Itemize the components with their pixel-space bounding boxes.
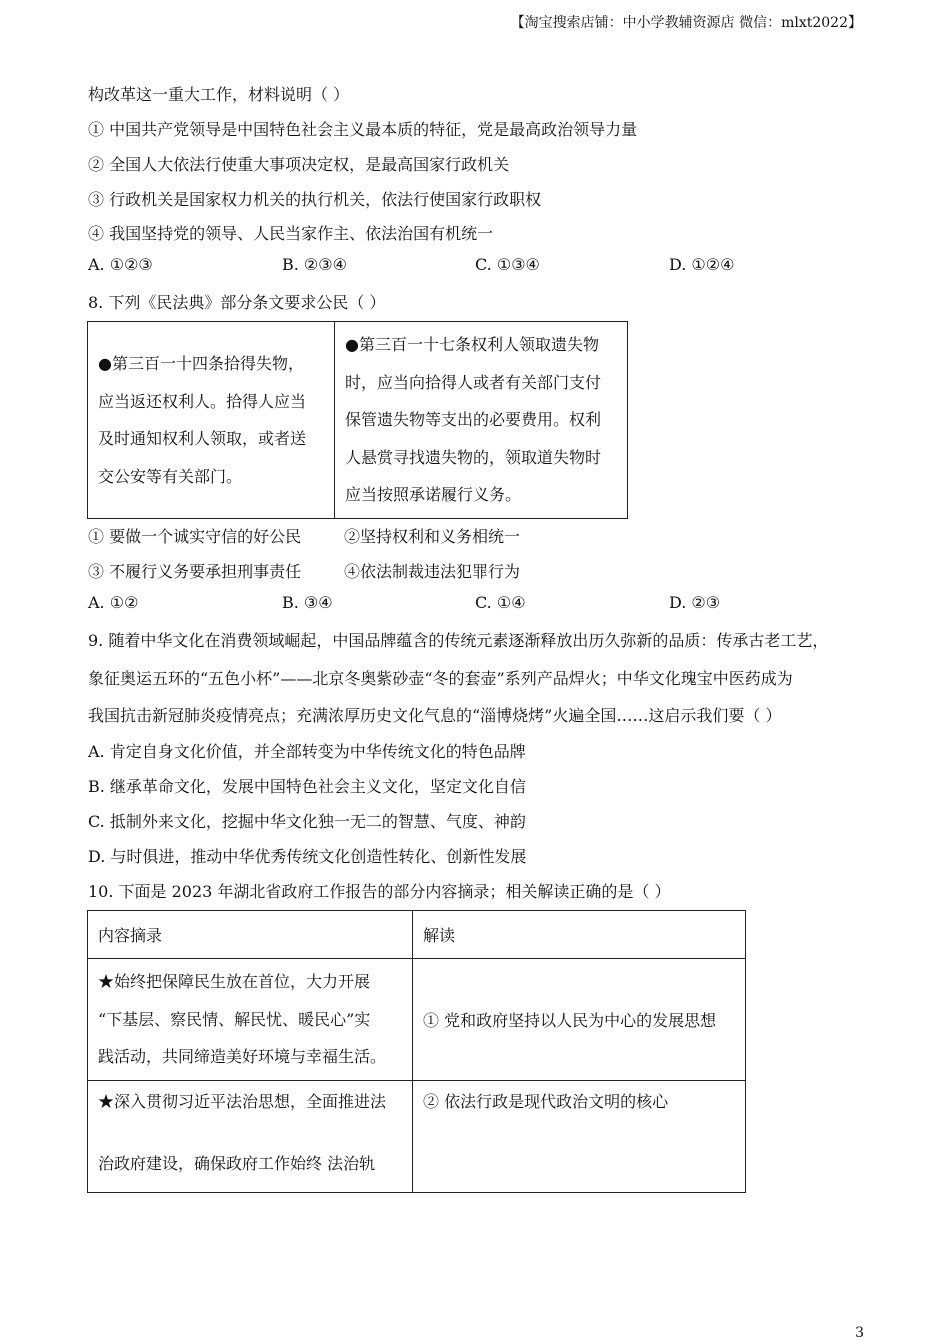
q7-option-d[interactable]: D. ①②④	[669, 255, 735, 274]
q8-option-c[interactable]: C. ①④	[475, 593, 526, 612]
q8-option-d[interactable]: D. ②③	[669, 593, 721, 612]
q10-row2-line: ★深入贯彻习近平法治思想，全面推进法	[98, 1092, 387, 1111]
q8-item-1: ① 要做一个诚实守信的好公民	[88, 527, 302, 546]
q10-row1-excerpt	[88, 959, 413, 1081]
q9-stem-line-2: 象征奥运五环的“五色小杯”——北京冬奥紫砂壶“冬的套壶”系列产品焊火；中华文化瑰宝中医药成为	[88, 669, 793, 688]
q10-row2-interpretation: ② 依法行政是现代政治文明的核心	[413, 1081, 746, 1193]
q8-left-line: 及时通知权利人领取，或者送	[98, 429, 307, 448]
q7-option-a[interactable]: A. ①②③	[88, 255, 153, 274]
q9-option-b[interactable]: B. 继承革命文化，发展中国特色社会主义文化，坚定文化自信	[88, 777, 526, 796]
q10-stem: 10. 下面是 2023 年湖北省政府工作报告的部分内容摘录；相关解读正确的是（ ）	[88, 882, 671, 901]
q10-row1-line: ★始终把保障民生放在首位，大力开展	[98, 972, 371, 992]
q8-option-b[interactable]: B. ③④	[282, 593, 333, 612]
page-header: 【淘宝搜索店铺：中小学教辅资源店 微信：mlxt2022】	[510, 15, 862, 31]
q8-left-line: 交公安等有关部门。	[98, 466, 243, 486]
q8-left-line: 应当返还权利人。拾得人应当	[98, 391, 307, 411]
q8-options	[88, 593, 868, 617]
q7-options	[88, 255, 868, 279]
q7-item-1: ① 中国共产党领导是中国特色社会主义最本质的特征，党是最高政治领导力量	[88, 120, 638, 139]
q9-stem-line-1: 9. 随着中华文化在消费领域崛起，中国品牌蕴含的传统元素逐渐释放出历久弥新的品质：传承古老工艺，	[88, 631, 829, 650]
q8-item-4: ④依法制裁违法犯罪行为	[344, 562, 521, 581]
q9-option-d[interactable]: D. 与时俱进，推动中华优秀传统文化创造性转化、创新性发展	[88, 847, 527, 866]
q8-left-line: ●第三百一十四条拾得失物，	[98, 354, 304, 373]
q9-stem-line-3: 我国抗击新冠肺炎疫情亮点；充满浓厚历史文化气息的“淄博烧烤”火遍全国……这启示我们要（ ）	[88, 706, 782, 725]
q10-row1-line: 践活动，共同缔造美好环境与幸福生活。	[98, 1047, 387, 1067]
q9-option-a[interactable]: A. 肯定自身文化价值，并全部转变为中华传统文化的特色品牌	[88, 742, 526, 761]
q7-option-b[interactable]: B. ②③④	[282, 255, 347, 274]
q9-option-c[interactable]: C. 抵制外来文化，挖掘中华文化独一无二的智慧、气度、神韵	[88, 812, 526, 831]
q8-civil-code-table	[87, 321, 628, 519]
q8-right-line: ●第三百一十七条权利人领取遗失物	[345, 335, 599, 355]
q8-option-a[interactable]: A. ①②	[88, 593, 139, 612]
q8-right-line: 时，应当向拾得人或者有关部门支付	[345, 372, 602, 392]
q10-row1-interpretation: ① 党和政府坚持以人民为中心的发展思想	[413, 959, 746, 1081]
q10-header-excerpt: 内容摘录	[88, 911, 413, 959]
q8-article-317-cell	[335, 322, 628, 519]
q7-option-c[interactable]: C. ①③④	[475, 255, 540, 274]
q7-stem-tail: 构改革这一重大工作，材料说明（ ）	[88, 85, 350, 104]
q8-right-line: 人悬赏寻找遗失物的，领取道失物时	[345, 447, 602, 467]
q7-item-2: ② 全国人大依法行使重大事项决定权，是最高国家行政机关	[88, 155, 510, 174]
page-number: 3	[855, 1325, 864, 1341]
q10-row2-excerpt	[88, 1081, 413, 1193]
q10-header-interpretation: 解读	[413, 911, 746, 959]
q8-stem: 8. 下列《民法典》部分条文要求公民（ ）	[88, 293, 386, 312]
q8-right-line: 保管遗失物等支出的必要费用。权利	[345, 410, 602, 430]
q8-article-314-cell	[88, 322, 335, 519]
q10-row2-line: 治政府建设，确保政府工作始终 法治轨	[98, 1154, 376, 1173]
q10-report-table	[87, 910, 746, 1193]
q10-row1-line: “下基层、察民情、解民忧、暖民心”实	[98, 1009, 371, 1029]
q8-right-line: 应当按照承诺履行义务。	[345, 485, 522, 505]
q7-item-4: ④ 我国坚持党的领导、人民当家作主、依法治国有机统一	[88, 224, 494, 243]
q7-item-3: ③ 行政机关是国家权力机关的执行机关，依法行使国家行政职权	[88, 190, 542, 209]
q8-item-3: ③ 不履行义务要承担刑事责任	[88, 562, 302, 581]
q8-item-2: ②坚持权利和义务相统一	[344, 527, 521, 546]
